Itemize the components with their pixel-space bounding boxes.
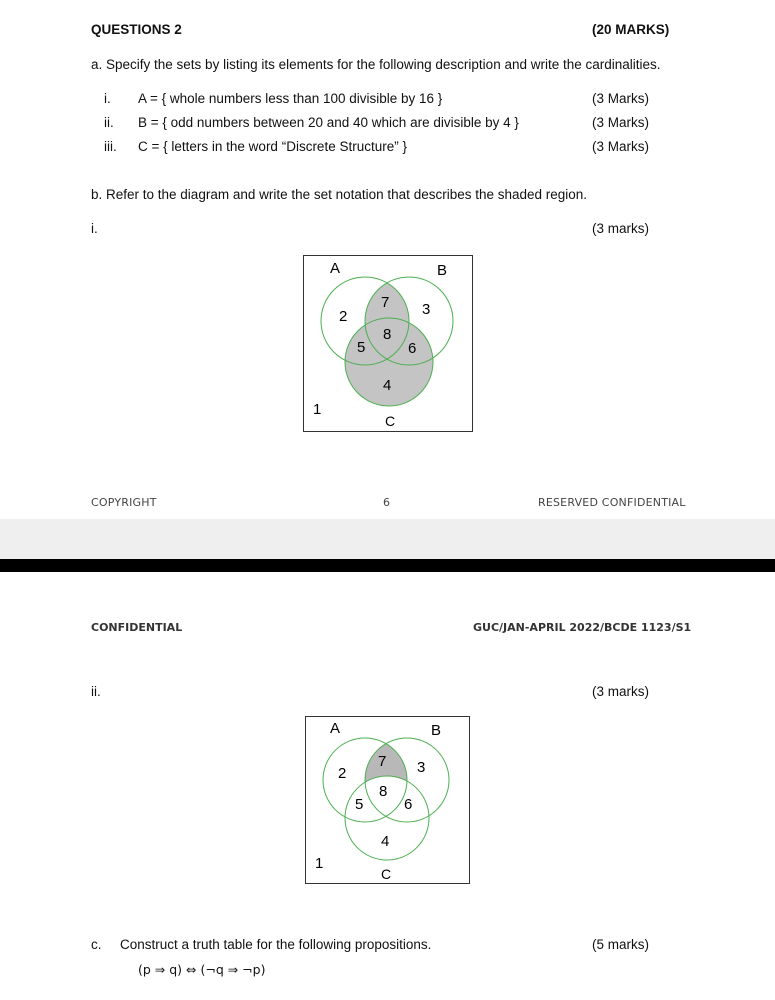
label-set-a: A [330, 720, 341, 737]
label-set-b: B [437, 262, 448, 279]
label-set-b: B [431, 722, 442, 739]
value-ab-only: 7 [381, 294, 390, 311]
part-c-prompt: Construct a truth table for the following propositions. [120, 937, 432, 952]
value-outside: 1 [313, 401, 322, 418]
proposition-formula: (p ⇒ q) ⇔ (¬q ⇒ ¬p) [138, 962, 266, 977]
value-a-only: 2 [338, 765, 347, 782]
part-c-number: c. [91, 937, 102, 952]
value-bc-only: 6 [404, 796, 413, 813]
value-bc-only: 6 [408, 340, 417, 357]
value-a-only: 2 [339, 308, 348, 325]
label-set-c: C [385, 413, 396, 429]
part-a-prompt: a. Specify the sets by listing its elements for the following description and write the cardinalities. [91, 57, 661, 72]
question-heading: QUESTIONS 2 [91, 22, 182, 37]
sub-question-number: i. [91, 221, 98, 236]
sub-question-number: ii. [91, 684, 101, 699]
value-c-only: 4 [381, 833, 390, 850]
header-confidential: CONFIDENTIAL [91, 621, 183, 634]
page-divider [0, 559, 775, 572]
value-b-only: 3 [417, 759, 426, 776]
part-c-marks: (5 marks) [592, 937, 649, 952]
value-abc: 8 [379, 783, 388, 800]
venn-diagram-2 [305, 716, 470, 884]
value-b-only: 3 [422, 301, 431, 318]
item-text: B = { odd numbers between 20 and 40 which are divisible by 4 } [138, 115, 519, 130]
item-text: A = { whole numbers less than 100 divisible by 16 } [138, 91, 443, 106]
footer-copyright: COPYRIGHT [91, 496, 157, 509]
page-gap [0, 519, 775, 559]
value-ac-only: 5 [357, 339, 366, 356]
item-marks: (3 Marks) [592, 115, 649, 130]
header-course-code: GUC/JAN-APRIL 2022/BCDE 1123/S1 [473, 621, 692, 634]
part-b-prompt: b. Refer to the diagram and write the set notation that describes the shaded region. [91, 187, 588, 202]
value-ab-only: 7 [378, 753, 387, 770]
value-ac-only: 5 [355, 796, 364, 813]
item-number: i. [104, 91, 111, 106]
footer-page-number: 6 [383, 496, 391, 509]
item-number: ii. [104, 115, 114, 130]
total-marks: (20 MARKS) [592, 22, 670, 37]
sub-question-marks: (3 marks) [592, 221, 649, 236]
value-outside: 1 [315, 855, 324, 872]
value-abc: 8 [383, 326, 392, 343]
sub-question-marks: (3 marks) [592, 684, 649, 699]
item-marks: (3 Marks) [592, 91, 649, 106]
item-marks: (3 Marks) [592, 139, 649, 154]
venn-diagram-1 [303, 255, 473, 432]
item-text: C = { letters in the word “Discrete Structure” } [138, 139, 407, 154]
label-set-c: C [381, 866, 392, 882]
item-number: iii. [104, 139, 117, 154]
footer-reserved: RESERVED CONFIDENTIAL [538, 496, 686, 509]
value-c-only: 4 [383, 377, 392, 394]
label-set-a: A [330, 260, 341, 277]
